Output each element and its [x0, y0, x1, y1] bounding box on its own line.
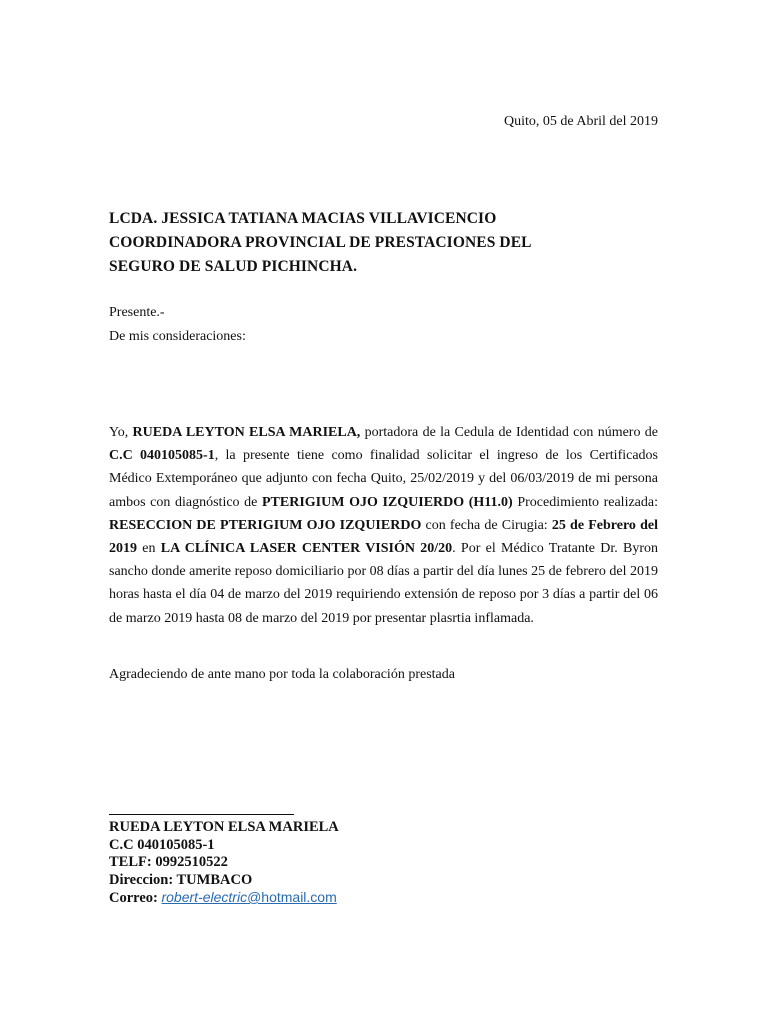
body-text-7: . Por el Médico Tratante Dr. Byron sancho donde amerite reposo domiciliario por 08 días a partir del día lunes 25 de febrero del 2019 horas hasta el día 04 de marzo del 2019 requiriendo extensión de reposo por 3 días a partir del 06 de marzo 2019 hasta 08 de marzo del 2019 por presentar plasrtia inflamada.	[109, 541, 658, 626]
body-text-1: Yo,	[109, 425, 133, 440]
body-text-3: , la presente tiene como finalidad solicitar el ingreso de los Certificados Médico Extemporáneo que adjunto con fecha Quito, 25/02/2019 y del 06/03/2019 de mi persona ambos con diagnóstico de	[109, 448, 659, 510]
body-surgery-date: 25 de Febrero del 2019	[109, 517, 658, 557]
email-label: Correo:	[109, 890, 162, 906]
greeting-block	[109, 301, 246, 349]
signature-address: Direccion: TUMBACO	[109, 871, 253, 888]
letter-body	[109, 421, 658, 630]
signature-block	[109, 819, 339, 908]
closing-text: Agradeciendo de ante mano por toda la colaboración prestada	[109, 667, 455, 682]
email-link[interactable]	[161, 889, 336, 905]
body-cc-number: C.C 040105085-1	[109, 448, 215, 464]
body-procedure: RESECCION DE PTERIGIUM OJO IZQUIERDO	[109, 517, 422, 533]
recipient-name: LCDA. JESSICA TATIANA MACIAS VILLAVICENCIO	[109, 210, 497, 227]
signature-email-row	[109, 889, 339, 908]
recipient-organization: SEGURO DE SALUD PICHINCHA.	[109, 258, 358, 275]
body-text-5: con fecha de Cirugia:	[421, 517, 552, 533]
greeting-considerations: De mis consideraciones:	[109, 329, 246, 344]
greeting-presente: Presente.-	[109, 305, 165, 320]
email-user: robert-electric	[161, 889, 248, 905]
email-domain: @hotmail.com	[247, 889, 337, 905]
body-text-2: portadora de la Cedula de Identidad con número de	[360, 425, 658, 440]
signature-phone: TELF: 0992510522	[109, 854, 228, 870]
body-patient-name: RUEDA LEYTON ELSA MARIELA,	[132, 425, 361, 440]
body-clinic: LA CLÍNICA LASER CENTER VISIÓN 20/20	[160, 541, 453, 557]
body-text-6: en	[137, 541, 161, 557]
recipient-title: COORDINADORA PROVINCIAL DE PRESTACIONES DEL	[109, 234, 532, 251]
signature-line	[109, 814, 294, 815]
body-diagnosis: PTERIGIUM OJO IZQUIERDO (H11.0)	[262, 494, 513, 510]
body-text-4: Procedimiento realizada:	[512, 494, 658, 510]
letter-date: Quito, 05 de Abril del 2019	[504, 114, 658, 129]
signature-name: RUEDA LEYTON ELSA MARIELA	[109, 819, 339, 835]
recipient-block	[109, 207, 532, 279]
signature-cc: C.C 040105085-1	[109, 836, 215, 853]
